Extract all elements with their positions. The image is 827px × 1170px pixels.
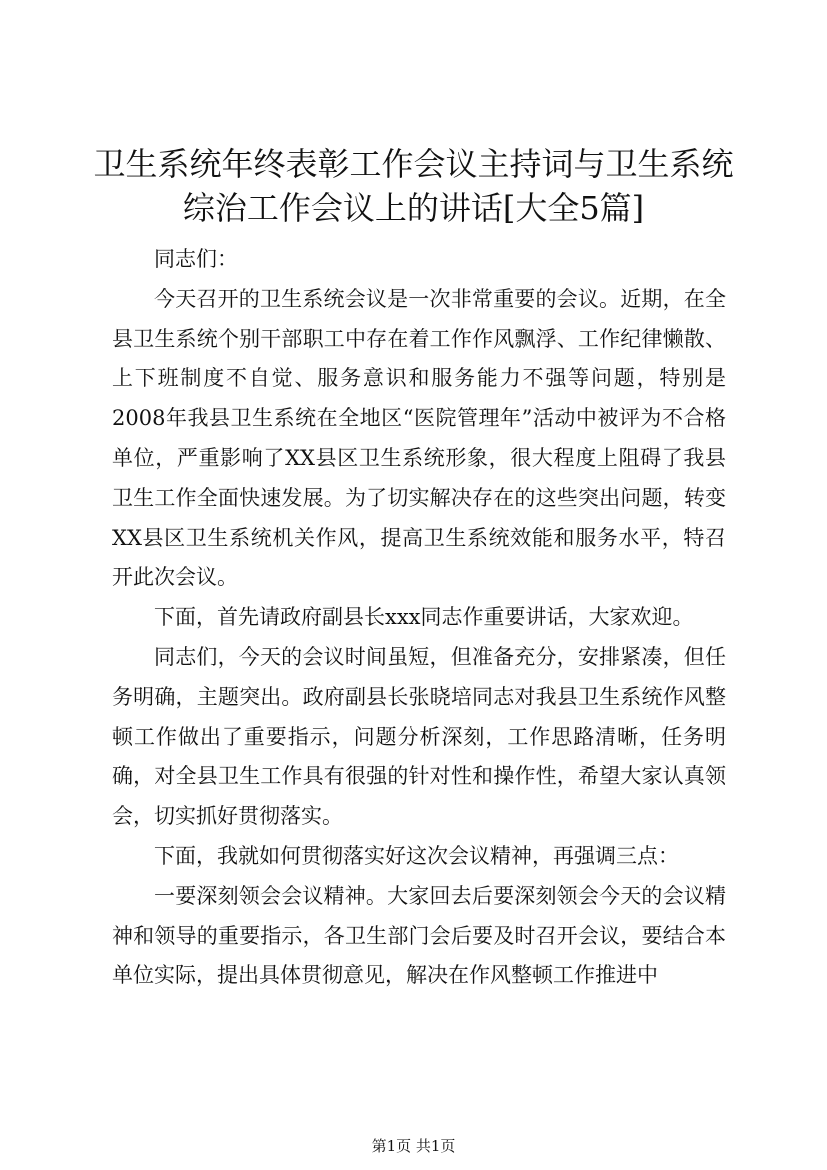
title-line-2: 综治工作会议上的讲话[大全5篇] <box>182 189 645 227</box>
paragraph: 同志们，今天的会议时间虽短，但准备充分，安排紧凑，但任务明确，主题突出。政府副县长张晓培同志对我县卫生系统作风整顿工作做出了重要指示，问题分析深刻，工作思路清晰，任务明确，对全县卫生工作具有很强的针对性和操作性，希望大家认真领会，切实抓好贯彻落实。 <box>112 644 726 829</box>
document-title <box>60 142 767 230</box>
page-footer: 第1页 共1页 <box>371 1137 456 1155</box>
paragraph-salutation: 同志们： <box>154 247 238 271</box>
paragraph: 下面，我就如何贯彻落实好这次会议精神，再强调三点： <box>154 843 679 868</box>
paragraph: 一要深刻领会会议精神。大家回去后要深刻领会今天的会议精神和领导的重要指示，各卫生部门会后要及时召开会议，要结合本单位实际，提出具体贯彻意见，解决在作风整顿工作推进中 <box>112 883 726 988</box>
title-line-1: 卫生系统年终表彰工作会议主持词与卫生系统 <box>93 145 734 183</box>
paragraph: 今天召开的卫生系统会议是一次非常重要的会议。近期，在全县卫生系统个别干部职工中存在着工作作风飘浮、工作纪律懒散、上下班制度不自觉、服务意识和服务能力不强等问题，特别是2008年我县卫生系统在全地区“医院管理年”活动中被评为不合格单位，严重影响了XX县区卫生系统形象，很大程度上阻碍了我县卫生工作全面快速发展。为了切实解决存在的这些突出问题，转变XX县区卫生系统机关作风，提高卫生系统效能和服务水平，特召开此次会议。 <box>112 286 726 590</box>
document-body <box>112 240 726 996</box>
paragraph: 下面，首先请政府副县长xxx同志作重要讲话，大家欢迎。 <box>154 605 694 630</box>
